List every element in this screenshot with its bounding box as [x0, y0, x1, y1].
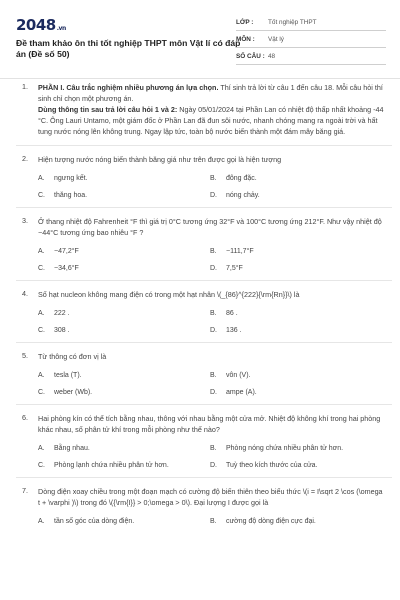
option-text: tesla (T). [54, 372, 82, 379]
option-a[interactable] [38, 248, 210, 255]
question-list [22, 82, 386, 525]
option-text: đông đặc. [226, 175, 257, 182]
option-text: 86 . [226, 310, 238, 317]
option-letter: C. [38, 389, 45, 396]
question-1 [22, 82, 386, 137]
answer-options [38, 248, 386, 272]
option-a[interactable] [38, 175, 210, 182]
option-c[interactable] [38, 327, 210, 334]
option-letter: B. [210, 372, 217, 379]
option-b[interactable] [210, 372, 382, 379]
question-number: 2. [22, 154, 28, 163]
meta-value: Vật lý [268, 35, 284, 43]
option-text: Tuỳ theo kích thước của cửa. [226, 462, 318, 469]
option-letter: C. [38, 265, 45, 272]
question-text: Hai phòng kín có thể tích bằng nhau, thông với nhau bằng một cửa mở. Nhiệt độ không khí trong hai phòng khác nhau, số phân tử khí trong mỗi phòng như thế nào? [38, 414, 381, 434]
option-b[interactable] [210, 518, 382, 525]
question-text: Hiện tượng nước nóng biến thành băng giá như trên được gọi là hiện tượng [38, 155, 282, 164]
option-letter: C. [38, 327, 45, 334]
question-divider [16, 280, 392, 281]
option-letter: A. [38, 248, 45, 255]
option-text: tần số góc của dòng điện. [54, 518, 135, 525]
meta-key: MÔN : [236, 35, 255, 43]
option-text: 308 . [54, 327, 70, 334]
option-text: −34,6°F [54, 265, 79, 272]
option-b[interactable] [210, 248, 382, 255]
option-d[interactable] [210, 462, 382, 469]
option-text: thăng hoa. [54, 192, 88, 199]
meta-row-subject [236, 31, 386, 48]
option-letter: D. [210, 462, 217, 469]
answer-options [38, 175, 386, 199]
question-divider [16, 342, 392, 343]
option-b[interactable] [210, 445, 382, 452]
question-text: Số hạt nucleon không mang điện có trong một hạt nhân \(_{86}^{222}{\rm{Rn}}\) là [38, 290, 300, 299]
option-text: 136 . [226, 327, 242, 334]
meta-row-count [236, 48, 386, 65]
option-d[interactable] [210, 265, 382, 272]
meta-key: SỐ CÂU : [236, 52, 265, 60]
meta-row-class [236, 14, 386, 31]
option-text: nóng chảy. [226, 192, 260, 199]
option-a[interactable] [38, 445, 210, 452]
option-c[interactable] [38, 265, 210, 272]
info-text: Ngày 05/01/2024 tại Phần Lan có nhiệt độ thấp nhất khoảng -44 °C. Ông Lauri Untamo, một giám đốc ở Phần Lan đã đun sôi nước, nhanh chóng mang ra ngoài trời và hất tung nước nóng lên không trung. Ngay lập tức, toàn bộ nước biến thành một đám mây băng giá. [38, 105, 384, 136]
option-letter: C. [38, 462, 45, 469]
question-6 [22, 413, 386, 469]
option-letter: B. [210, 518, 217, 525]
question-number: 3. [22, 216, 28, 225]
question-7 [22, 486, 386, 525]
option-letter: A. [38, 518, 45, 525]
option-letter: B. [210, 310, 217, 317]
question-number: 6. [22, 413, 28, 422]
option-letter: A. [38, 445, 45, 452]
info-lead: Dùng thông tin sau trả lời câu hỏi 1 và 2: [38, 105, 178, 114]
question-number: 1. [22, 82, 28, 91]
meta-value: Tốt nghiệp THPT [268, 18, 317, 26]
question-number: 5. [22, 351, 28, 360]
question-divider [16, 477, 392, 478]
option-a[interactable] [38, 372, 210, 379]
question-intro-text [38, 82, 386, 137]
question-divider [16, 207, 392, 208]
question-text: Ở thang nhiệt độ Fahrenheit °F thì giá trị 0°C tương ứng 32°F và 100°C tương ứng 212°F. Như vậy nhiệt độ −44°C tương ứng bao nhiêu °F ? [38, 217, 382, 237]
question-divider [16, 145, 392, 146]
exam-meta [236, 14, 386, 65]
option-c[interactable] [38, 462, 210, 469]
option-d[interactable] [210, 192, 382, 199]
site-logo[interactable] [16, 16, 66, 34]
option-letter: B. [210, 445, 217, 452]
option-letter: D. [210, 265, 217, 272]
option-text: Phòng lạnh chứa nhiều phân tử hơn. [54, 462, 169, 469]
option-text: weber (Wb). [54, 389, 93, 396]
meta-key: LỚP : [236, 18, 254, 26]
option-d[interactable] [210, 327, 382, 334]
answer-options [38, 518, 386, 525]
header-divider [0, 78, 400, 79]
option-b[interactable] [210, 310, 382, 317]
question-divider [16, 404, 392, 405]
question-number: 7. [22, 486, 28, 495]
option-letter: C. [38, 192, 45, 199]
document-header [14, 12, 386, 68]
question-number: 4. [22, 289, 28, 298]
option-letter: A. [38, 310, 45, 317]
option-text: cường độ dòng điện cực đại. [226, 518, 316, 525]
option-text: ngưng kết. [54, 175, 88, 182]
question-text: Dòng điện xoay chiều trong một đoạn mạch có cường độ biến thiên theo biểu thức \(i = I\sqrt 2 \cos (\omega t + \varphi )\) trong đó \({\rm{I}} > 0;\omega > 0\). Đại lượng I được gọi là [38, 487, 383, 507]
option-text: Bằng nhau. [54, 445, 90, 452]
logo-suffix: .vn [56, 25, 66, 32]
option-text: vôn (V). [226, 372, 251, 379]
answer-options [38, 372, 386, 396]
meta-value: 48 [268, 52, 276, 60]
logo-text: 2048 [16, 16, 56, 34]
option-text: −47,2°F [54, 248, 79, 255]
part-heading: PHẦN I. Câu trắc nghiệm nhiều phương án lựa chọn. [38, 83, 219, 92]
option-text: 7,5°F [226, 265, 243, 272]
option-text: Phòng nóng chứa nhiều phân tử hơn. [226, 445, 344, 452]
question-3 [22, 216, 386, 272]
answer-options [38, 310, 386, 334]
option-letter: D. [210, 389, 217, 396]
option-letter: D. [210, 192, 217, 199]
option-text: −111,7°F [226, 248, 254, 255]
option-c[interactable] [38, 389, 210, 396]
option-c[interactable] [38, 192, 210, 199]
option-b[interactable] [210, 175, 382, 182]
question-2 [22, 154, 386, 199]
option-letter: B. [210, 248, 217, 255]
part-instruction: Thí sinh trả lời từ câu 1 đến câu 18. Mỗi câu hỏi thí sinh chỉ chọn một phương án. [38, 83, 383, 103]
option-text: ampe (A). [226, 389, 257, 396]
question-5 [22, 351, 386, 396]
option-letter: B. [210, 175, 217, 182]
option-letter: A. [38, 372, 45, 379]
option-text: 222 . [54, 310, 70, 317]
option-letter: A. [38, 175, 45, 182]
answer-options [38, 445, 386, 469]
option-a[interactable] [38, 310, 210, 317]
option-a[interactable] [38, 518, 210, 525]
question-text: Từ thông có đơn vị là [38, 352, 107, 361]
option-letter: D. [210, 327, 217, 334]
exam-title: Đề tham khảo ôn thi tốt nghiệp THPT môn Vật lí có đáp án (Đề số 50) [16, 38, 241, 59]
question-4 [22, 289, 386, 334]
option-d[interactable] [210, 389, 382, 396]
